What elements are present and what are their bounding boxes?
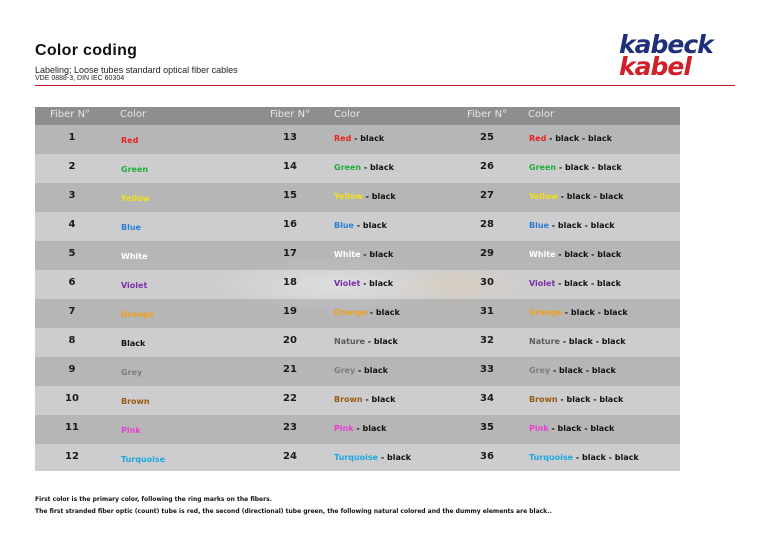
table-row [35, 270, 680, 299]
color-name: Red [334, 134, 352, 143]
ring-mark-suffix: - black - black [557, 395, 624, 404]
header-color-3: Color [528, 109, 555, 120]
color-name: Pink [334, 424, 354, 433]
fiber-color-cell [529, 453, 639, 462]
fiber-number: 13 [283, 132, 297, 143]
header-divider [35, 85, 735, 86]
table-row [35, 328, 680, 357]
fiber-number: 10 [65, 393, 79, 404]
table-row [35, 386, 680, 415]
ring-mark-suffix: - black - black [557, 192, 624, 201]
fiber-color-cell [121, 223, 141, 232]
fiber-number: 34 [480, 393, 494, 404]
standards-reference: VDE 0888-3, DIN IEC 60304 [35, 75, 125, 82]
fiber-number: 21 [283, 364, 297, 375]
ring-mark-suffix: - black [353, 221, 387, 230]
fiber-color-cell [529, 192, 624, 201]
color-name: Orange [121, 310, 154, 319]
fiber-color-cell [121, 194, 150, 203]
color-name: Blue [121, 223, 141, 232]
header-fiber-no-2: Fiber N° [270, 109, 311, 120]
fiber-color-cell [334, 192, 396, 201]
color-name: Green [334, 163, 362, 172]
fiber-number: 3 [68, 190, 76, 201]
table-row [35, 444, 680, 471]
color-name: Turquoise [121, 455, 166, 464]
table-row [35, 212, 680, 241]
fiber-color-table [35, 107, 680, 471]
ring-mark-suffix: - black [360, 279, 394, 288]
fiber-color-cell [334, 163, 394, 172]
fiber-color-cell [334, 279, 393, 288]
page-title: Color coding [35, 42, 138, 59]
note-tube-colors: The first stranded fiber optic (count) tube is red, the second (directional) tube green, the following natural colored and the dummy elements are black.. [35, 508, 552, 515]
color-name: Turquoise [529, 453, 574, 462]
table-header [35, 107, 680, 125]
ring-mark-suffix: - black - black [562, 308, 628, 317]
fiber-number: 22 [283, 393, 297, 404]
color-name: Black [121, 339, 146, 348]
header-fiber-no-1: Fiber N° [50, 109, 91, 120]
color-name: Red [121, 136, 139, 145]
color-name: Brown [121, 397, 150, 406]
table-row [35, 183, 680, 212]
fiber-color-cell [529, 424, 614, 433]
fiber-color-cell [334, 308, 400, 317]
color-name: Blue [529, 221, 549, 230]
fiber-color-cell [529, 337, 626, 346]
fiber-color-cell [121, 426, 141, 435]
fiber-color-cell [334, 134, 384, 143]
color-name: Violet [121, 281, 148, 290]
fiber-number: 17 [283, 248, 297, 259]
fiber-color-cell [334, 337, 398, 346]
color-name: White [334, 250, 361, 259]
color-name: Green [121, 165, 149, 174]
color-name: Blue [334, 221, 354, 230]
fiber-number: 27 [480, 190, 494, 201]
ring-mark-suffix: - black [360, 250, 394, 259]
table-row [35, 299, 680, 328]
color-name: Pink [529, 424, 549, 433]
fiber-number: 23 [283, 422, 297, 433]
fiber-color-cell [529, 395, 623, 404]
fiber-number: 12 [65, 451, 79, 462]
fiber-number: 2 [68, 161, 76, 172]
fiber-number: 31 [480, 306, 494, 317]
fiber-color-cell [121, 165, 148, 174]
fiber-color-cell [334, 221, 387, 230]
fiber-color-cell [334, 424, 386, 433]
table-row [35, 357, 680, 386]
ring-mark-suffix: - black - black [546, 134, 612, 143]
ring-mark-suffix: - black - black [559, 337, 626, 346]
fiber-color-cell [121, 368, 142, 377]
logo-line-1: kabeck [619, 30, 713, 59]
fiber-number: 30 [480, 277, 494, 288]
header-color-1: Color [120, 109, 147, 120]
fiber-color-cell [334, 366, 388, 375]
ring-mark-suffix: - black - black [555, 279, 621, 288]
color-name: Yellow [334, 192, 363, 201]
ring-mark-suffix: - black [367, 308, 400, 317]
color-name: Nature [529, 337, 560, 346]
fiber-color-cell [121, 455, 165, 464]
fiber-color-cell [529, 250, 621, 259]
fiber-number: 32 [480, 335, 494, 346]
ring-mark-suffix: - black [353, 424, 387, 433]
ring-mark-suffix: - black - black [573, 453, 639, 462]
fiber-color-cell [529, 366, 616, 375]
fiber-color-cell [121, 252, 148, 261]
color-name: White [529, 250, 556, 259]
color-name: Grey [334, 366, 356, 375]
fiber-color-cell [334, 250, 393, 259]
fiber-number: 11 [65, 422, 79, 433]
color-name: Brown [334, 395, 363, 404]
color-name: Nature [334, 337, 365, 346]
color-name: Orange [529, 308, 562, 317]
color-name: White [121, 252, 148, 261]
fiber-color-cell [121, 339, 145, 348]
color-name: Green [529, 163, 557, 172]
ring-mark-suffix: - black - black [548, 424, 615, 433]
header-color-2: Color [334, 109, 361, 120]
fiber-color-cell [529, 134, 612, 143]
fiber-number: 19 [283, 306, 297, 317]
fiber-color-cell [334, 453, 411, 462]
ring-mark-suffix: - black - black [548, 221, 615, 230]
color-name: Brown [529, 395, 558, 404]
fiber-number: 20 [283, 335, 297, 346]
table-row [35, 415, 680, 444]
fiber-number: 36 [480, 451, 494, 462]
ring-mark-suffix: - black [351, 134, 385, 143]
fiber-number: 8 [68, 335, 76, 346]
fiber-number: 18 [283, 277, 297, 288]
ring-mark-suffix: - black - black [555, 250, 622, 259]
kabeck-kabel-logo [619, 30, 737, 81]
fiber-number: 26 [480, 161, 494, 172]
fiber-number: 35 [480, 422, 494, 433]
header-fiber-no-3: Fiber N° [467, 109, 508, 120]
fiber-number: 25 [480, 132, 494, 143]
ring-mark-suffix: - black [362, 192, 396, 201]
fiber-color-cell [529, 308, 628, 317]
table-row [35, 125, 680, 154]
ring-mark-suffix: - black - black [550, 366, 616, 375]
color-name: Yellow [529, 192, 558, 201]
table-row [35, 241, 680, 270]
table-row [35, 154, 680, 183]
logo-line-2: kabel [619, 52, 691, 81]
color-name: Yellow [121, 194, 150, 203]
fiber-color-cell [121, 136, 138, 145]
fiber-color-cell [529, 163, 622, 172]
ring-mark-suffix: - black [378, 453, 411, 462]
color-name: Pink [121, 426, 141, 435]
color-name: Grey [121, 368, 143, 377]
ring-mark-suffix: - black [364, 337, 398, 346]
fiber-number: 5 [68, 248, 76, 259]
fiber-number: 9 [68, 364, 76, 375]
fiber-number: 24 [283, 451, 297, 462]
note-primary-color: First color is the primary color, following the ring marks on the fibers. [35, 496, 272, 503]
color-name: Grey [529, 366, 551, 375]
fiber-number: 1 [68, 132, 76, 143]
fiber-color-cell [121, 310, 154, 319]
page-subtitle: Labeling; Loose tubes standard optical fiber cables [35, 65, 238, 75]
fiber-number: 6 [68, 277, 76, 288]
color-name: Red [529, 134, 547, 143]
fiber-color-cell [529, 279, 621, 288]
fiber-number: 4 [68, 219, 76, 230]
color-name: Violet [529, 279, 556, 288]
fiber-number: 28 [480, 219, 494, 230]
color-name: Violet [334, 279, 361, 288]
fiber-number: 15 [283, 190, 297, 201]
fiber-number: 7 [68, 306, 76, 317]
fiber-color-cell [121, 397, 150, 406]
fiber-number: 14 [283, 161, 297, 172]
fiber-number: 29 [480, 248, 494, 259]
color-name: Orange [334, 308, 367, 317]
fiber-color-cell [334, 395, 395, 404]
fiber-number: 16 [283, 219, 297, 230]
ring-mark-suffix: - black [355, 366, 388, 375]
fiber-color-cell [121, 281, 147, 290]
fiber-color-cell [529, 221, 615, 230]
ring-mark-suffix: - black [361, 163, 394, 172]
ring-mark-suffix: - black [362, 395, 396, 404]
fiber-number: 33 [480, 364, 494, 375]
ring-mark-suffix: - black - black [556, 163, 622, 172]
color-name: Turquoise [334, 453, 379, 462]
